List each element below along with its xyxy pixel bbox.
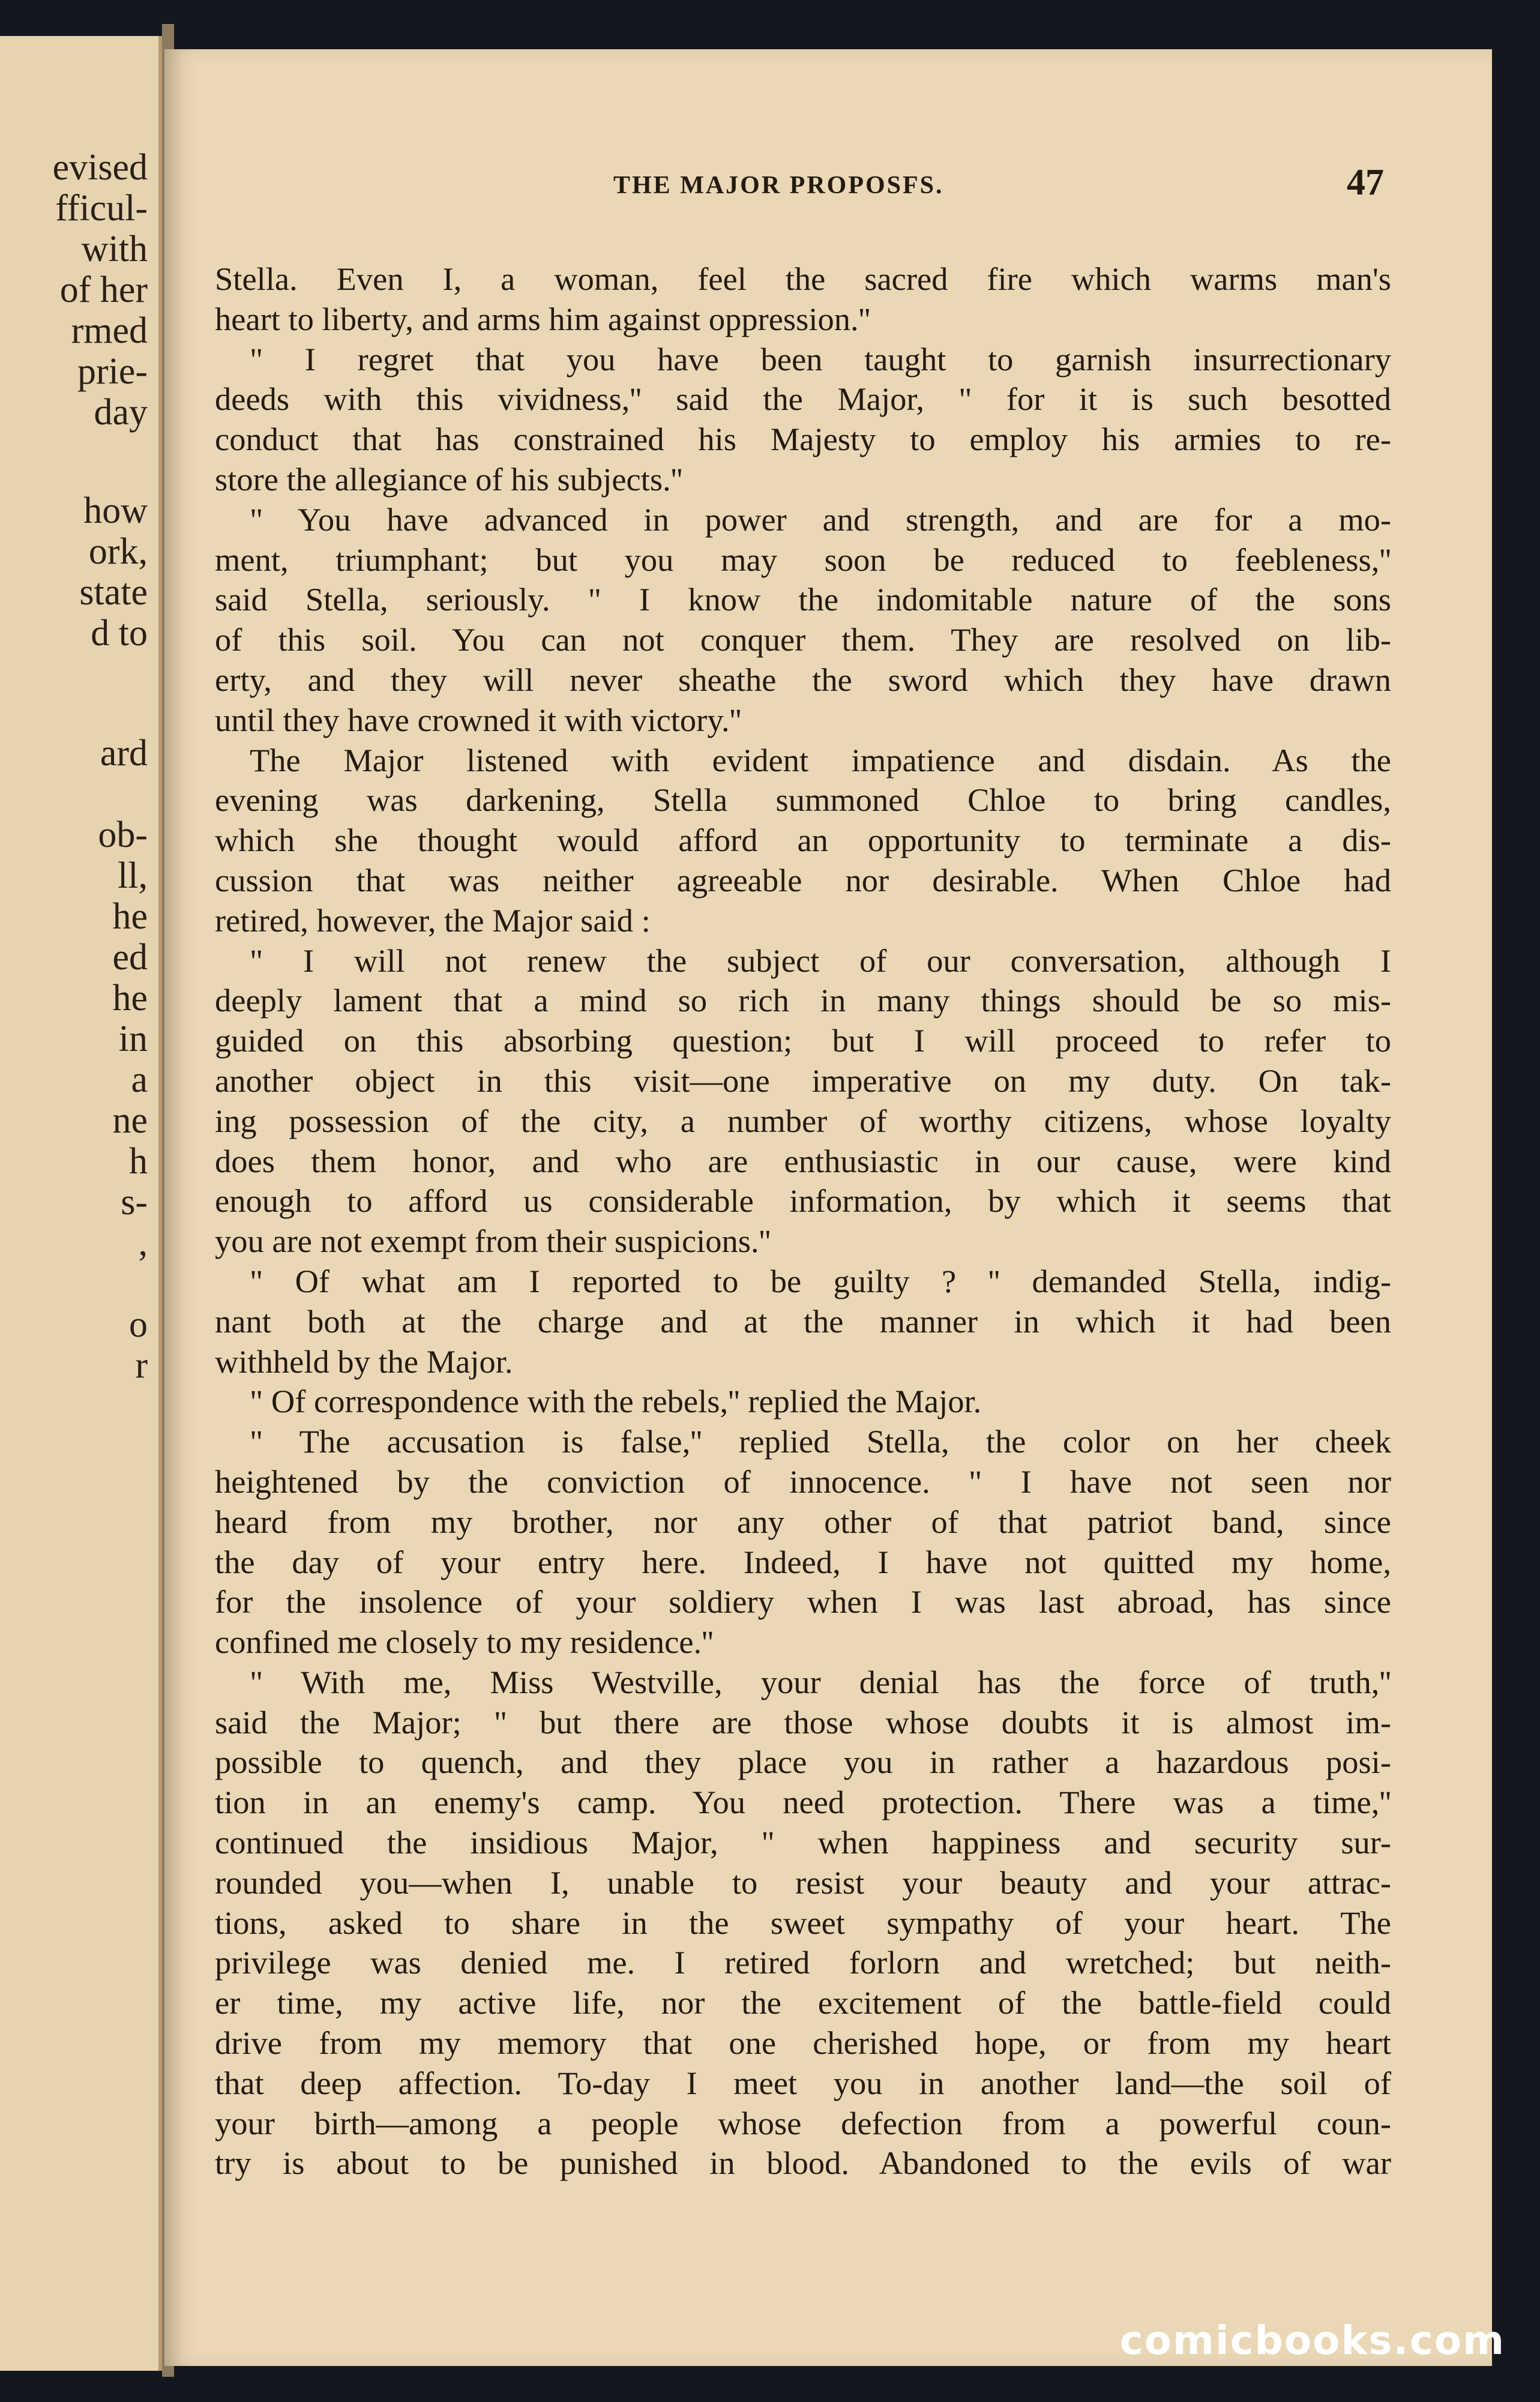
body-text	[215, 259, 1391, 2184]
text-line: conduct that has constrained his Majesty to employ his armies to re-	[215, 421, 1391, 458]
text-line: enough to afford us considerable information, by which it seems that	[215, 1182, 1391, 1220]
text-line: heightened by the conviction of innocence. " I have not seen nor	[215, 1463, 1391, 1500]
text-line: The Major listened with evident impatience and disdain. As the	[250, 741, 1391, 778]
left-page-text-fragment: ne	[112, 1100, 148, 1141]
text-line: " Of correspondence with the rebels,'' replied the Major.	[250, 1383, 982, 1420]
text-line: tion in an enemy's camp. You need protection. There was a time,''	[215, 1784, 1391, 1821]
text-line: er time, my active life, nor the excitement of the battle-field could	[215, 1984, 1391, 2021]
left-page-text-fragment: prie-	[77, 351, 148, 392]
left-page-text-fragment: of her	[59, 269, 148, 310]
page-number: 47	[1347, 162, 1384, 203]
text-line: nant both at the charge and at the manner in which it had been	[215, 1302, 1391, 1340]
text-line: for the insolence of your soldiery when I was last abroad, has since	[215, 1583, 1391, 1621]
text-line: ing possession of the city, a number of worthy citizens, whose loyalty	[215, 1102, 1391, 1139]
left-page-text-fragment: he	[112, 978, 148, 1019]
left-page-fragment	[0, 36, 162, 2371]
text-line: " You have advanced in power and strength, and are for a mo-	[250, 501, 1391, 538]
text-line: tions, asked to share in the sweet sympathy of your heart. The	[215, 1904, 1391, 1941]
book-page	[164, 49, 1492, 2366]
left-page-text-fragment: how	[83, 490, 148, 531]
text-line: privilege was denied me. I retired forlorn and wretched; but neith-	[215, 1944, 1391, 1981]
text-line: ment, triumphant; but you may soon be reduced to feebleness,''	[215, 541, 1391, 578]
left-page-text-fragment: a	[131, 1059, 148, 1100]
text-line: heard from my brother, nor any other of that patriot band, since	[215, 1503, 1391, 1540]
left-page-text-fragment: with	[81, 229, 148, 269]
left-page-text-fragment: d to	[91, 613, 148, 654]
text-line: erty, and they will never sheathe the sword which they have drawn	[215, 661, 1391, 698]
left-page-text-fragment: ed	[112, 937, 148, 978]
text-line: you are not exempt from their suspicions.''	[215, 1223, 771, 1260]
text-line: " I will not renew the subject of our conversation, although I	[250, 942, 1391, 979]
running-head: THE MAJOR PROPOSFS.	[613, 172, 944, 199]
left-page-text-fragment: ,	[138, 1223, 148, 1263]
left-page-text-fragment: rmed	[71, 310, 148, 351]
text-line: confined me closely to my residence.''	[215, 1624, 714, 1661]
text-line: said the Major; " but there are those whose doubts it is almost im-	[215, 1703, 1391, 1741]
left-page-text-fragment: s-	[121, 1182, 148, 1223]
text-line: heart to liberty, and arms him against oppression.''	[215, 300, 871, 337]
left-page-text-fragment: fficul-	[55, 188, 148, 229]
left-page-text-fragment: day	[94, 392, 148, 433]
left-page-text-fragment: ork,	[88, 531, 148, 572]
watermark: comicbooks.com	[1119, 2317, 1505, 2364]
text-line: of this soil. You can not conquer them. They are resolved on lib-	[215, 621, 1391, 658]
text-line: rounded you—when I, unable to resist your beauty and your attrac-	[215, 1864, 1391, 1901]
left-page-text-fragment: evised	[52, 147, 148, 188]
left-page-text-fragment: state	[79, 572, 148, 613]
text-line: " I regret that you have been taught to garnish insurrectionary	[250, 340, 1391, 378]
text-line: possible to quench, and they place you in rather a hazardous posi-	[215, 1744, 1391, 1781]
text-line: " With me, Miss Westville, your denial has the force of truth,''	[250, 1663, 1391, 1700]
text-line: Stella. Even I, a woman, feel the sacred fire which warms man's	[215, 260, 1391, 297]
text-line: evening was darkening, Stella summoned Chloe to bring candles,	[215, 781, 1391, 819]
left-page-text-fragment: h	[129, 1141, 148, 1182]
text-line: deeds with this vividness,'' said the Major, " for it is such besotted	[215, 381, 1391, 418]
text-line: guided on this absorbing question; but I will proceed to refer to	[215, 1022, 1391, 1059]
left-page-text-fragment: in	[118, 1019, 148, 1059]
text-line: that deep affection. To-day I meet you in another land—the soil of	[215, 2064, 1391, 2101]
text-line: cussion that was neither agreeable nor desirable. When Chloe had	[215, 861, 1391, 898]
text-line: the day of your entry here. Indeed, I have not quitted my home,	[215, 1543, 1391, 1580]
text-line: " Of what am I reported to be guilty ? '' demanded Stella, indig-	[250, 1262, 1391, 1299]
text-line: continued the insidious Major, " when happiness and security sur-	[215, 1824, 1391, 1861]
text-line: withheld by the Major.	[215, 1343, 513, 1380]
text-line: try is about to be punished in blood. Abandoned to the evils of war	[215, 2145, 1391, 2182]
text-line: until they have crowned it with victory.''	[215, 701, 742, 738]
text-line: drive from my memory that one cherished hope, or from my heart	[215, 2024, 1391, 2062]
left-page-text-fragment: ob-	[98, 814, 148, 855]
text-line: which she thought would afford an opportunity to terminate a dis-	[215, 822, 1391, 859]
text-line: retired, however, the Major said :	[215, 902, 651, 939]
text-line: store the allegiance of his subjects.''	[215, 460, 683, 498]
text-line: your birth—among a people whose defection from a powerful coun-	[215, 2104, 1391, 2142]
text-line: deeply lament that a mind so rich in many things should be so mis-	[215, 982, 1391, 1019]
left-page-text-fragment: he	[112, 896, 148, 937]
text-line: " The accusation is false,'' replied Stella, the color on her cheek	[250, 1423, 1391, 1460]
left-page-text-fragment: r	[135, 1345, 148, 1386]
text-line: said Stella, seriously. " I know the indomitable nature of the sons	[215, 581, 1391, 618]
text-line: another object in this visit—one imperative on my duty. On tak-	[215, 1062, 1391, 1099]
left-page-text-fragment: ard	[100, 733, 148, 774]
left-page-text-fragment: o	[129, 1304, 148, 1345]
left-page-text-fragment: ll,	[118, 855, 148, 896]
page-header	[164, 162, 1492, 214]
text-line: does them honor, and who are enthusiastic in our cause, were kind	[215, 1142, 1391, 1179]
